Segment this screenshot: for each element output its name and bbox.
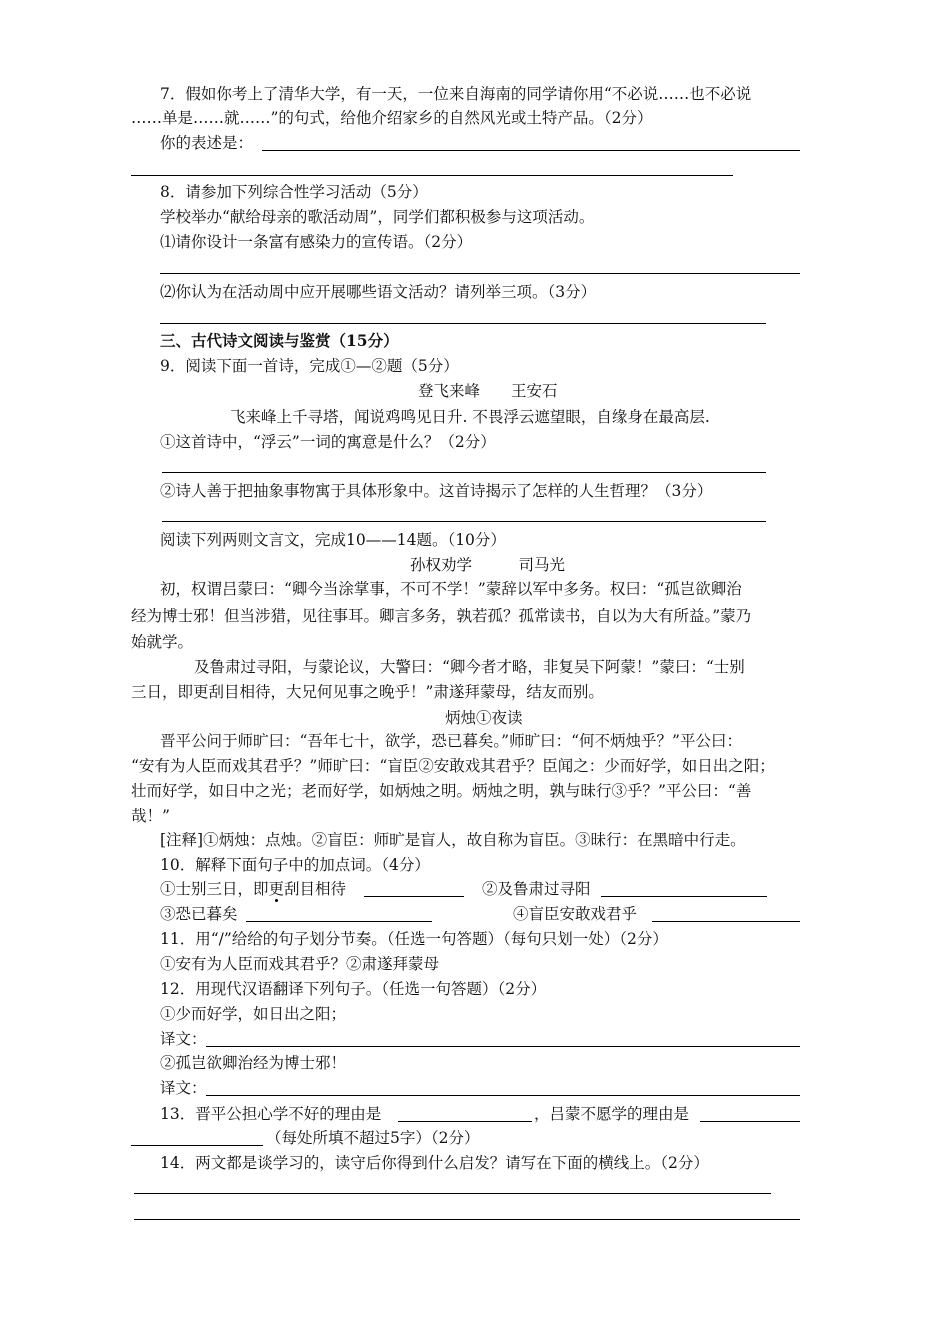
q11-title: 11．用“/”给给的句子划分节奏。（任选一句答题）（每句只划一处）（2分） <box>160 930 668 948</box>
q12-title: 12．用现代汉语翻译下列句子。（任选一句答题）（2分） <box>160 980 547 998</box>
q11-items: ①安有为人臣而戏其君乎？②肃遂拜蒙母 <box>160 955 440 973</box>
q13-blank-1[interactable] <box>398 1121 532 1122</box>
text1-p1-line2: 经为博士邪！但当涉猎，见往事耳。卿言多务，孰若孤？孤常读书，自以为大有所益。”蒙乃 <box>131 607 752 625</box>
q13-blank-2b[interactable] <box>131 1145 263 1146</box>
q12-label-1: 译文： <box>160 1030 207 1048</box>
text1-p1-line3: 始就学。 <box>131 633 194 651</box>
q10-item-c: ③恐已暮矣 <box>160 905 238 923</box>
text2-title: 炳烛①夜读 <box>445 709 523 727</box>
q13-part1: 13．晋平公担心学不好的理由是 <box>160 1105 382 1123</box>
q9-sub1: ①这首诗中，“浮云”一词的寓意是什么？（2分） <box>160 433 496 451</box>
q10-item-d: ④盲臣安敢戏君乎 <box>513 905 638 923</box>
q8-sub1-answer-line[interactable] <box>160 273 800 274</box>
q10-item-a-pre: ①士别三日，即 <box>160 880 269 898</box>
poem-title: 登飞来峰 王安石 <box>418 382 558 400</box>
q10-item-a-dotted-word: 更 <box>268 880 285 898</box>
text1-p1-line1: 初，权谓吕蒙曰：“卿今当涂掌事，不可不学！”蒙辞以军中多务。权曰：“孤岂欲卿治 <box>160 580 742 598</box>
q9-sub2: ②诗人善于把抽象事物寓于具体形象中。这首诗揭示了怎样的人生哲理？（3分） <box>160 482 713 500</box>
text2-line1: 晋平公问于师旷曰：“吾年七十，欲学，恐已暮矣。”师旷曰：“何不炳烛乎？”平公曰： <box>160 732 742 750</box>
q8-title: 8．请参加下列综合性学习活动（5分） <box>160 183 428 201</box>
q10-blank-a[interactable] <box>364 896 464 897</box>
poem-body: 飞来峰上千寻塔，闻说鸡鸣见日升. 不畏浮云遮望眼，自缘身在最高层. <box>230 408 710 426</box>
q7-answer-line-1[interactable] <box>262 150 800 151</box>
q7-answer-label: 你的表述是： <box>160 134 254 152</box>
q10-item-a-post: 刮目相待 <box>284 880 347 898</box>
text2-line4: 哉！” <box>131 807 170 825</box>
q13-part3: （每处所填不超过5字）（2分） <box>266 1129 480 1147</box>
q8-sub1: ⑴请你设计一条富有感染力的宣传语。（2分） <box>160 233 473 251</box>
q14-answer-line-2[interactable] <box>134 1219 800 1220</box>
text2-note: [注释]①炳烛：点烛。②盲臣：师旷是盲人，故自称为盲臣。③昧行：在黑暗中行走。 <box>160 831 746 849</box>
q14-answer-line-1[interactable] <box>134 1193 771 1194</box>
text2-line3: 壮而好学，如日中之光；老而好学，如炳烛之明。炳烛之明，孰与昧行③乎？”平公曰：“善 <box>131 782 752 800</box>
text1-p2-line2: 三日，即更刮目相待，大兄何见事之晚乎！”肃遂拜蒙母，结友而别。 <box>131 683 604 701</box>
q10-item-b: ②及鲁肃过寻阳 <box>482 880 591 898</box>
text1-p2-line1: 及鲁肃过寻阳，与蒙论议，大警曰：“卿今者才略，非复吴下阿蒙！”蒙曰：“士别 <box>194 658 745 676</box>
q12-answer-line-2[interactable] <box>206 1095 800 1096</box>
text1-title: 孙权劝学 司马光 <box>410 556 566 574</box>
q7-answer-line-2[interactable] <box>131 175 733 176</box>
q9-sub1-answer-line[interactable] <box>162 472 766 473</box>
q12-answer-line-1[interactable] <box>206 1046 800 1047</box>
q8-sub2-answer-line[interactable] <box>160 323 766 324</box>
q10-item-a <box>160 879 346 899</box>
q9-title: 9．阅读下面一首诗，完成①—②题（5分） <box>160 357 459 375</box>
q14-title: 14．两文都是谈学习的，读守后你得到什么启发？请写在下面的横线上。（2分） <box>160 1154 709 1172</box>
q13-part2: ，吕蒙不愿学的理由是 <box>534 1105 690 1123</box>
text2-line2: “安有为人臣而戏其君乎？”师旷曰：“盲臣②安敢戏其君乎？臣闻之：少而好学，如日出之阳； <box>131 757 775 775</box>
reading-intro: 阅读下列两则文言文，完成10——14题。（10分） <box>160 531 506 549</box>
q8-sub2: ⑵你认为在活动周中应开展哪些语文活动？请列举三项。（3分） <box>160 283 597 301</box>
q12-sentence1: ①少而好学，如日出之阳； <box>160 1005 347 1023</box>
q13-blank-2a[interactable] <box>700 1121 800 1122</box>
q9-sub2-answer-line[interactable] <box>162 521 766 522</box>
q12-label-2: 译文： <box>160 1079 207 1097</box>
q10-title: 10．解释下面句子中的加点词。（4分） <box>160 856 430 874</box>
q12-sentence2: ②孤岂欲卿治经为博士邪！ <box>160 1054 347 1072</box>
q10-blank-c[interactable] <box>246 921 432 922</box>
q10-blank-d[interactable] <box>652 921 800 922</box>
q7-line2: ……单是……就……”的句式，给他介绍家乡的自然风光或土特产品。（2分） <box>131 109 653 127</box>
q10-blank-b[interactable] <box>601 896 767 897</box>
q7-line1: 7．假如你考上了清华大学，有一天，一位来自海南的同学请你用“不必说……也不必说 <box>160 85 752 103</box>
section3-heading: 三、古代诗文阅读与鉴赏（15分） <box>160 331 399 350</box>
q8-intro: 学校举办“献给母亲的歌活动周”，同学们都积极参与这项活动。 <box>160 208 595 226</box>
